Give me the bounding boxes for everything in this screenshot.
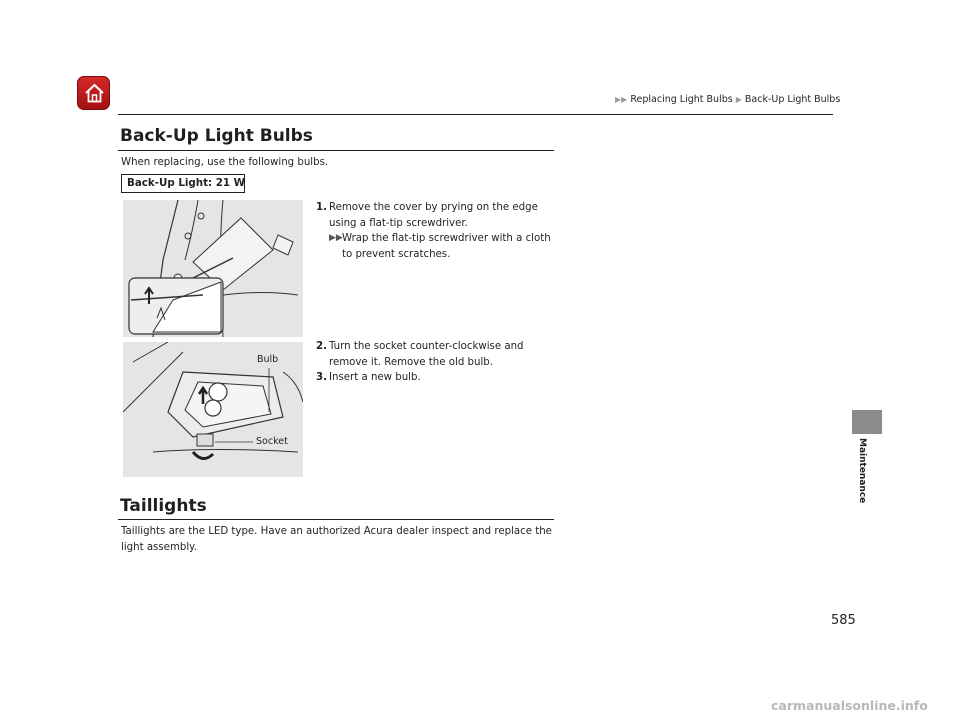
step-1-note [316,231,556,262]
section-title-back-up-light-bulbs: Back-Up Light Bulbs [120,126,313,146]
step-2 [316,339,556,370]
side-tab-marker[interactable] [852,410,882,434]
step-2-number: 2. [316,341,327,352]
step-1-line-2: using a flat-tip screwdriver. [329,217,468,229]
page-number: 585 [831,613,856,628]
cover-removal-diagram [123,200,303,337]
double-arrow-icon: ▶▶ [615,95,628,104]
callout-bulb-label: Bulb [257,354,279,365]
step-1-line-1: Remove the cover by prying on the edge [329,202,538,213]
note-line-2: to prevent scratches. [342,248,451,260]
section-title-rule-2 [118,519,554,520]
note-line-1: Wrap the flat-tip screwdriver with a cloth [342,233,551,244]
breadcrumb-link-replacing-light-bulbs[interactable]: Replacing Light Bulbs [630,94,733,105]
arrow-right-icon: ▶ [735,95,742,104]
bulb-spec-box: Back-Up Light: 21 W [121,174,245,193]
step-3-line-1: Insert a new bulb. [329,372,421,383]
step-2-line-2: remove it. Remove the old bulb. [329,356,493,368]
watermark: carmanualsonline.info [771,698,928,713]
taillights-text-line-2: light assembly. [121,542,197,553]
home-button[interactable] [77,76,110,110]
steps-group-1 [316,200,556,262]
callout-socket-label: Socket [256,436,288,447]
taillights-text [121,524,561,556]
step-3-number: 3. [316,372,327,383]
step-3 [316,370,556,386]
header-divider [118,114,833,115]
section-title-taillights: Taillights [120,496,207,516]
steps-group-2 [316,339,556,386]
step-1-number: 1. [316,202,327,213]
step-1 [316,200,556,231]
illustration-bulb-socket [123,342,303,477]
illustration-remove-cover [123,200,303,337]
note-arrow-icon: ▶▶ [329,233,343,243]
intro-text: When replacing, use the following bulbs. [121,157,329,168]
breadcrumb [615,94,840,105]
step-2-line-1: Turn the socket counter-clockwise and [329,341,524,352]
side-tab-label[interactable]: Maintenance [857,438,867,504]
breadcrumb-current: Back-Up Light Bulbs [744,94,841,105]
taillights-text-line-1: Taillights are the LED type. Have an authorized Acura dealer inspect and replace the [121,526,552,537]
home-icon [84,83,105,104]
section-title-rule [118,150,554,151]
